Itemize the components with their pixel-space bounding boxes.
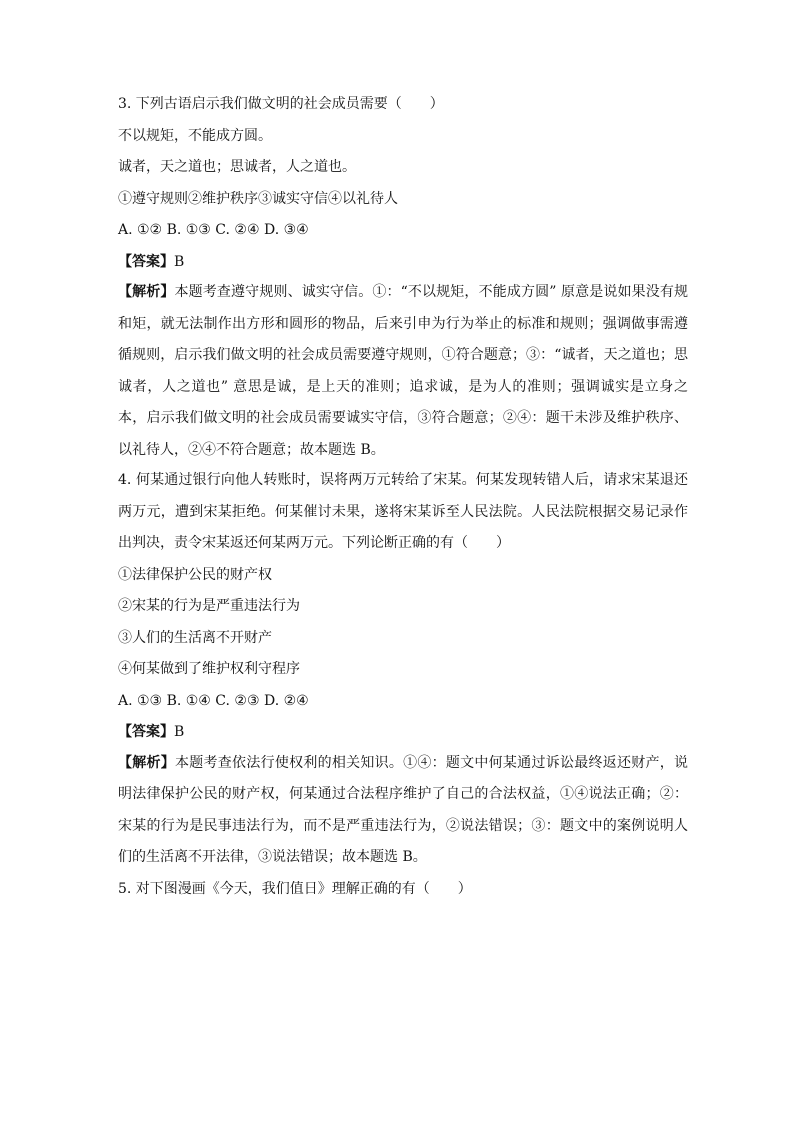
question-5-stem: 5. 对下图漫画《今天，我们值日》理解正确的有（ ）: [118, 880, 472, 897]
document-page: [118, 96, 688, 912]
question-4-item-3: ③人们的生活离不开财产: [118, 629, 272, 646]
question-3-items: ①遵守规则②维护秩序③诚实守信④以礼待人: [118, 190, 398, 207]
answer-value: B: [174, 253, 185, 270]
question-4-item-1: ①法律保护公民的财产权: [118, 566, 272, 583]
question-4-options: A. ①③ B. ①④ C. ②③ D. ②④: [118, 692, 309, 709]
question-3-options: A. ①② B. ①③ C. ②④ D. ③④: [118, 222, 309, 238]
question-4-answer: [118, 724, 688, 740]
question-3-answer: [118, 254, 688, 270]
question-4-item-4: ④何某做到了维护权利守程序: [118, 661, 300, 677]
analysis-text: 本题考查遵守规则、诚实守信。①：“不以规矩，不能成方圆” 原意是说如果没有规和矩，就无法制作出方形和圆形的物品，后来引申为行为举止的标准和规则；强调做事需遵循规则，启示我们做文明的社会成员需要遵守规则，①符合题意；③：“诚者，天之道也；思诚者，人之道也” 意思是诚，是上天的准则；追求诚，是为人的准则；强调诚实是立身之本，启示我们做文明的社会成员需要诚实守信，③符合题意；②④：题干未涉及维护秩序、以礼待人，②④不符合题意；故本题选 B。: [118, 284, 689, 458]
question-4-analysis: [118, 748, 688, 874]
answer-value: B: [174, 724, 185, 740]
answer-tag: 【答案】: [118, 724, 174, 740]
question-3-quote-1: 不以规矩，不能成方圆。: [118, 127, 272, 144]
question-3-stem: 3. 下列古语启示我们做文明的社会成员需要（ ）: [118, 96, 444, 112]
analysis-tag: 【解析】: [118, 754, 176, 771]
question-3-quote-2: 诚者，天之道也；思诚者，人之道也。: [118, 159, 356, 175]
question-4-stem: 4. 何某通过银行向他人转账时，误将两万元转给了宋某。何某发现转错人后，请求宋某退还两万元，遭到宋某拒绝。何某催讨未果，遂将宋某诉至人民法院。人民法院根据交易记录作出判决，责令宋某返还何某两万元。下列论断正确的有（ ）: [118, 472, 688, 551]
question-4-item-2: ②宋某的行为是严重违法行为: [118, 598, 300, 614]
analysis-text: 本题考查依法行使权利的相关知识。①④：题文中何某通过诉讼最终返还财产，说明法律保护公民的财产权，何某通过合法程序维护了自己的合法权益，①④说法正确；②：宋某的行为是民事违法行为，而不是严重违法行为，②说法错误；③：题文中的案例说明人们的生活离不开法律，③说法错误；故本题选 B。: [118, 754, 689, 865]
analysis-tag: 【解析】: [118, 284, 175, 300]
answer-tag: 【答案】: [118, 253, 174, 270]
question-3-analysis: [118, 277, 688, 466]
